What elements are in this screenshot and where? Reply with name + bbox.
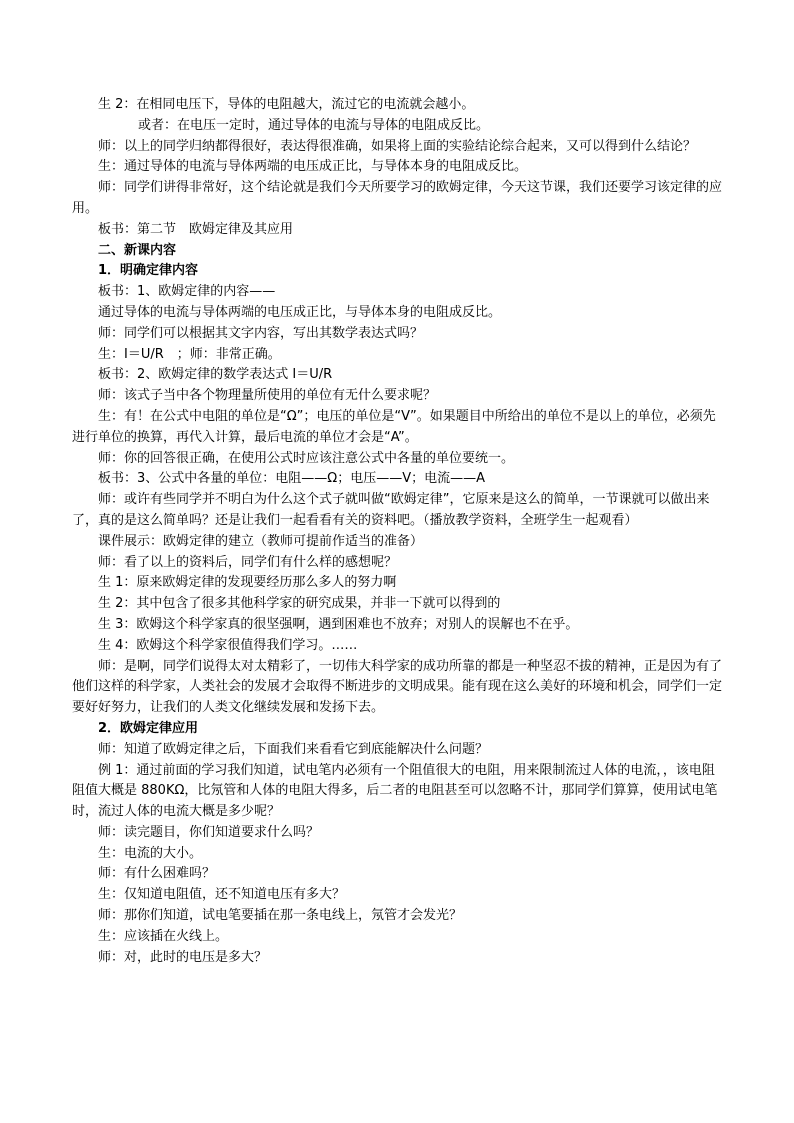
paragraph: 师：那你们知道，试电笔要插在那一条电线上，氖管才会发光？ <box>98 908 463 924</box>
paragraph: 师：同学们讲得非常好，这个结论就是我们今天所要学习的欧姆定律，今天这节课，我们还要学习该定律的应用。 <box>72 180 723 216</box>
paragraph: 生：有！在公式中电阻的单位是“Ω”；电压的单位是“V”。如果题目中所给出的单位不是以上的单位，必须先进行单位的换算，再代入计算，最后电流的单位才会是“A”。 <box>72 408 716 445</box>
subsection-heading: 2．欧姆定律应用 <box>98 720 199 736</box>
paragraph: 生：仅知道电阻值，还不知道电压有多大？ <box>98 887 346 903</box>
paragraph: 生：电流的大小。 <box>98 845 203 861</box>
paragraph: 师：有什么困难吗？ <box>98 866 216 882</box>
subsection-heading: 1．明确定律内容 <box>98 263 199 279</box>
paragraph: 师：看了以上的资料后，同学们有什么样的感想呢？ <box>98 554 398 570</box>
paragraph: 生 3：欧姆这个科学家真的很坚强啊，遇到困难也不放弃；对别人的误解也不在乎。 <box>98 616 579 632</box>
section-heading: 二、新课内容 <box>98 242 177 258</box>
paragraph: 生：应该插在火线上。 <box>98 928 229 944</box>
paragraph: 师：读完题目，你们知道要求什么吗？ <box>98 824 320 840</box>
paragraph: 生 4：欧姆这个科学家很值得我们学习。…… <box>98 637 358 653</box>
paragraph: 师：以上的同学归纳都得很好，表达得很准确，如果将上面的实验结论综合起来，又可以得到什么结论？ <box>98 138 697 154</box>
paragraph: 课件展示：欧姆定律的建立（教师可提前作适当的准备） <box>98 533 424 549</box>
paragraph: 师：对，此时的电压是多大？ <box>98 949 268 965</box>
paragraph: 师：知道了欧姆定律之后，下面我们来看看它到底能解决什么问题？ <box>98 741 489 757</box>
paragraph: 例 1：通过前面的学习我们知道，试电笔内必须有一个阻值很大的电阻，用来限制流过人体的电流，，该电阻阻值大概是 880KΩ，比氖管和人体的电阻大得多，后二者的电阻甚至可以忽略不计，那同学们算算，使用试电笔时，流过人体的电流大概是多少呢？ <box>72 762 718 820</box>
paragraph: 师：是啊，同学们说得太对太精彩了，一切伟大科学家的成功所靠的都是一种坚忍不拔的精神，正是因为有了他们这样的科学家，人类社会的发展才会取得不断进步的文明成果。能有现在这么美好的环境和机会，同学们一定要好好努力，让我们的人类文化继续发展和发扬下去。 <box>72 658 723 716</box>
paragraph: 生 1：原来欧姆定律的发现要经历那么多人的努力啊 <box>98 575 397 591</box>
paragraph: 师：或许有些同学并不明白为什么这个式子就叫做“欧姆定律”，它原来是这么的简单，一节课就可以做出来了，真的是这么简单吗？还是让我们一起看看有关的资料吧。（播放教学资料，全班学生一起观看） <box>72 492 710 528</box>
paragraph: 板书：3、公式中各量的单位：电阻——Ω；电压——V；电流——A <box>98 471 485 487</box>
paragraph: 板书：2、欧姆定律的数学表达式 I＝U/R <box>98 367 333 383</box>
paragraph: 师：同学们可以根据其文字内容，写出其数学表达式吗？ <box>98 325 424 341</box>
paragraph: 或者：在电压一定时，通过导体的电流与导体的电阻成反比。 <box>138 117 490 133</box>
paragraph: 师：该式子当中各个物理量所使用的单位有无什么要求呢？ <box>98 388 437 404</box>
paragraph: 通过导体的电流与导体两端的电压成正比，与导体本身的电阻成反比。 <box>98 304 502 320</box>
paragraph: 生 2：其中包含了很多其他科学家的研究成果，并非一下就可以得到的 <box>98 596 501 612</box>
paragraph: 板书：1、欧姆定律的内容—— <box>98 284 276 300</box>
paragraph: 板书：第二节 欧姆定律及其应用 <box>98 221 294 237</box>
paragraph: 生 2：在相同电压下，导体的电阻越大，流过它的电流就会越小。 <box>98 97 475 112</box>
document-body <box>72 95 727 968</box>
paragraph: 师：你的回答很正确，在使用公式时应该注意公式中各量的单位要统一。 <box>98 450 515 466</box>
paragraph: 生：通过导体的电流与导体两端的电压成正比，与导体本身的电阻成反比。 <box>98 159 528 175</box>
paragraph: 生：I＝U/R ；师：非常正确。 <box>98 346 281 362</box>
